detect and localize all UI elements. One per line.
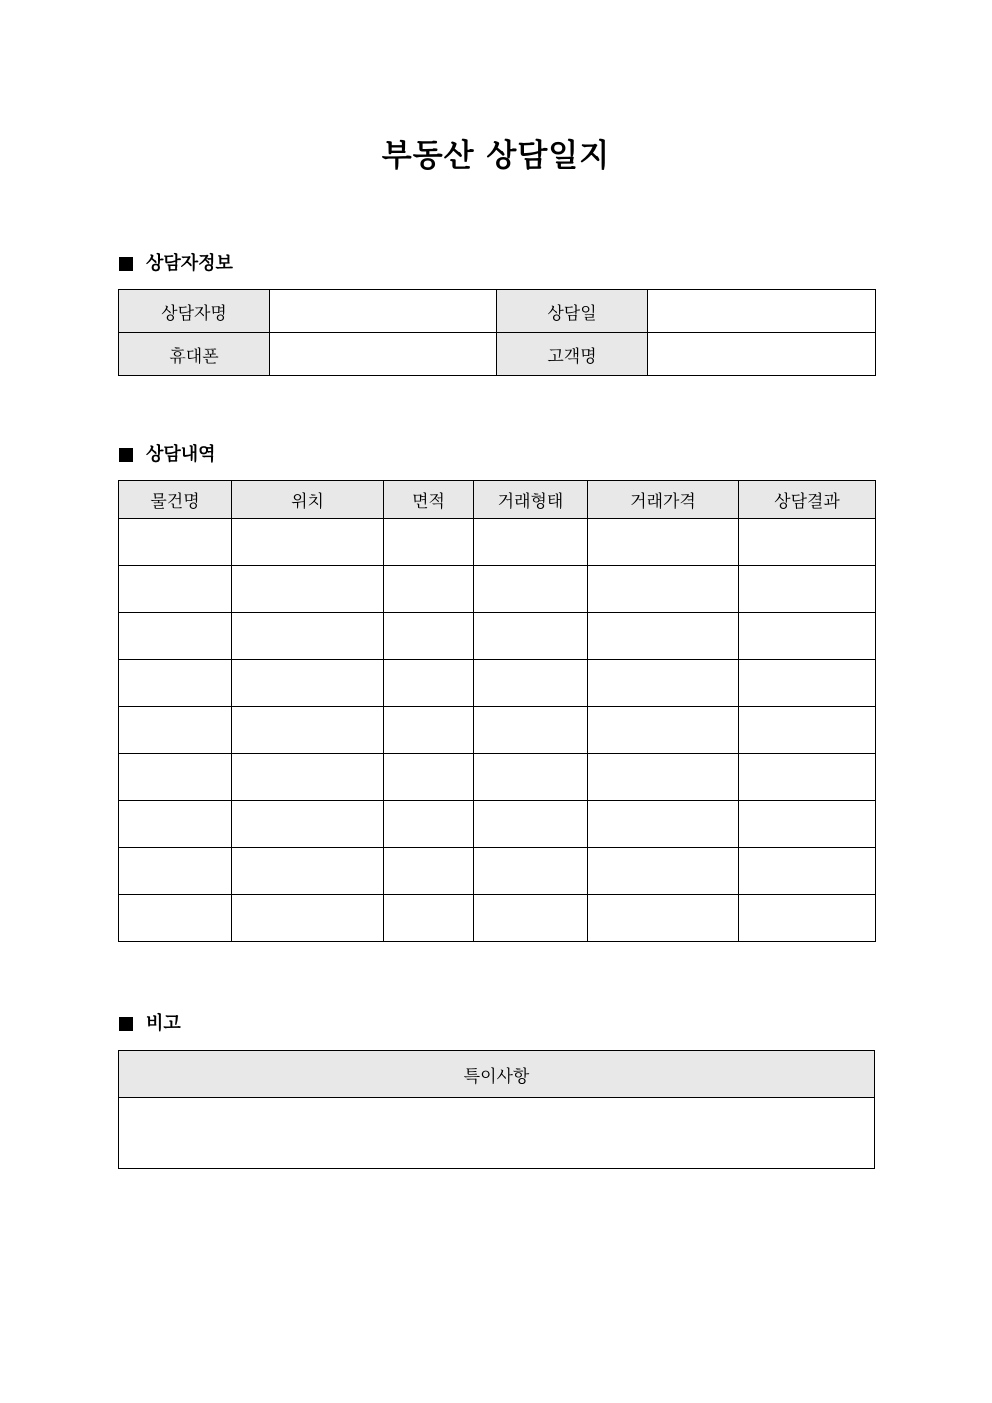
table-row (119, 801, 876, 848)
phone-field[interactable] (270, 333, 497, 376)
table-header-row (119, 481, 876, 519)
cell-location[interactable] (232, 660, 384, 707)
consult-date-field[interactable] (648, 290, 876, 333)
cell-price[interactable] (588, 613, 739, 660)
special-notes-label: 특이사항 (119, 1051, 875, 1098)
table-header-row (119, 1051, 875, 1098)
cell-deal-type[interactable] (474, 895, 588, 942)
column-header-area: 면적 (384, 481, 474, 519)
cell-area[interactable] (384, 801, 474, 848)
table-row (119, 1098, 875, 1169)
client-name-label: 상담자명 (119, 290, 270, 333)
cell-location[interactable] (232, 707, 384, 754)
cell-area[interactable] (384, 613, 474, 660)
cell-price[interactable] (588, 519, 739, 566)
section-heading-label: 상담내역 (146, 444, 216, 465)
cell-price[interactable] (588, 754, 739, 801)
cell-deal-type[interactable] (474, 848, 588, 895)
cell-property[interactable] (119, 754, 232, 801)
cell-result[interactable] (739, 895, 876, 942)
cell-area[interactable] (384, 754, 474, 801)
cell-area[interactable] (384, 519, 474, 566)
client-info-table (118, 289, 876, 376)
cell-price[interactable] (588, 660, 739, 707)
cell-result[interactable] (739, 848, 876, 895)
cell-property[interactable] (119, 613, 232, 660)
special-notes-field[interactable] (119, 1098, 875, 1169)
column-header-property: 물건명 (119, 481, 232, 519)
cell-deal-type[interactable] (474, 613, 588, 660)
cell-location[interactable] (232, 754, 384, 801)
square-bullet-icon (119, 257, 133, 271)
customer-name-label: 고객명 (497, 333, 648, 376)
page-title: 부동산 상담일지 (381, 138, 611, 174)
table-row (119, 895, 876, 942)
cell-price[interactable] (588, 566, 739, 613)
phone-label: 휴대폰 (119, 333, 270, 376)
table-row (119, 707, 876, 754)
cell-result[interactable] (739, 707, 876, 754)
cell-deal-type[interactable] (474, 566, 588, 613)
customer-name-field[interactable] (648, 333, 876, 376)
cell-property[interactable] (119, 848, 232, 895)
square-bullet-icon (119, 1017, 133, 1031)
cell-result[interactable] (739, 519, 876, 566)
cell-area[interactable] (384, 895, 474, 942)
column-header-deal-type: 거래형태 (474, 481, 588, 519)
table-row (119, 333, 876, 376)
cell-result[interactable] (739, 566, 876, 613)
cell-location[interactable] (232, 613, 384, 660)
cell-property[interactable] (119, 519, 232, 566)
cell-deal-type[interactable] (474, 519, 588, 566)
table-row (119, 613, 876, 660)
cell-location[interactable] (232, 848, 384, 895)
cell-deal-type[interactable] (474, 707, 588, 754)
cell-deal-type[interactable] (474, 754, 588, 801)
cell-result[interactable] (739, 754, 876, 801)
table-row (119, 519, 876, 566)
consult-details-table (118, 480, 876, 942)
cell-result[interactable] (739, 660, 876, 707)
cell-area[interactable] (384, 566, 474, 613)
cell-location[interactable] (232, 566, 384, 613)
cell-price[interactable] (588, 801, 739, 848)
cell-price[interactable] (588, 895, 739, 942)
cell-result[interactable] (739, 613, 876, 660)
section-heading-remarks (119, 1012, 181, 1036)
cell-property[interactable] (119, 801, 232, 848)
column-header-location: 위치 (232, 481, 384, 519)
cell-price[interactable] (588, 707, 739, 754)
column-header-price: 거래가격 (588, 481, 739, 519)
section-heading-label: 비고 (146, 1013, 181, 1034)
cell-price[interactable] (588, 848, 739, 895)
cell-deal-type[interactable] (474, 801, 588, 848)
remarks-table (118, 1050, 875, 1169)
cell-property[interactable] (119, 707, 232, 754)
cell-location[interactable] (232, 895, 384, 942)
cell-property[interactable] (119, 895, 232, 942)
cell-property[interactable] (119, 660, 232, 707)
client-name-field[interactable] (270, 290, 497, 333)
table-row (119, 290, 876, 333)
table-row (119, 660, 876, 707)
table-row (119, 754, 876, 801)
table-row (119, 848, 876, 895)
cell-result[interactable] (739, 801, 876, 848)
section-heading-consult-details (119, 443, 216, 467)
cell-area[interactable] (384, 707, 474, 754)
column-header-result: 상담결과 (739, 481, 876, 519)
cell-deal-type[interactable] (474, 660, 588, 707)
table-row (119, 566, 876, 613)
cell-area[interactable] (384, 848, 474, 895)
consult-date-label: 상담일 (497, 290, 648, 333)
cell-property[interactable] (119, 566, 232, 613)
cell-location[interactable] (232, 801, 384, 848)
cell-location[interactable] (232, 519, 384, 566)
cell-area[interactable] (384, 660, 474, 707)
section-heading-client-info (119, 252, 233, 276)
square-bullet-icon (119, 448, 133, 462)
section-heading-label: 상담자정보 (146, 253, 233, 274)
